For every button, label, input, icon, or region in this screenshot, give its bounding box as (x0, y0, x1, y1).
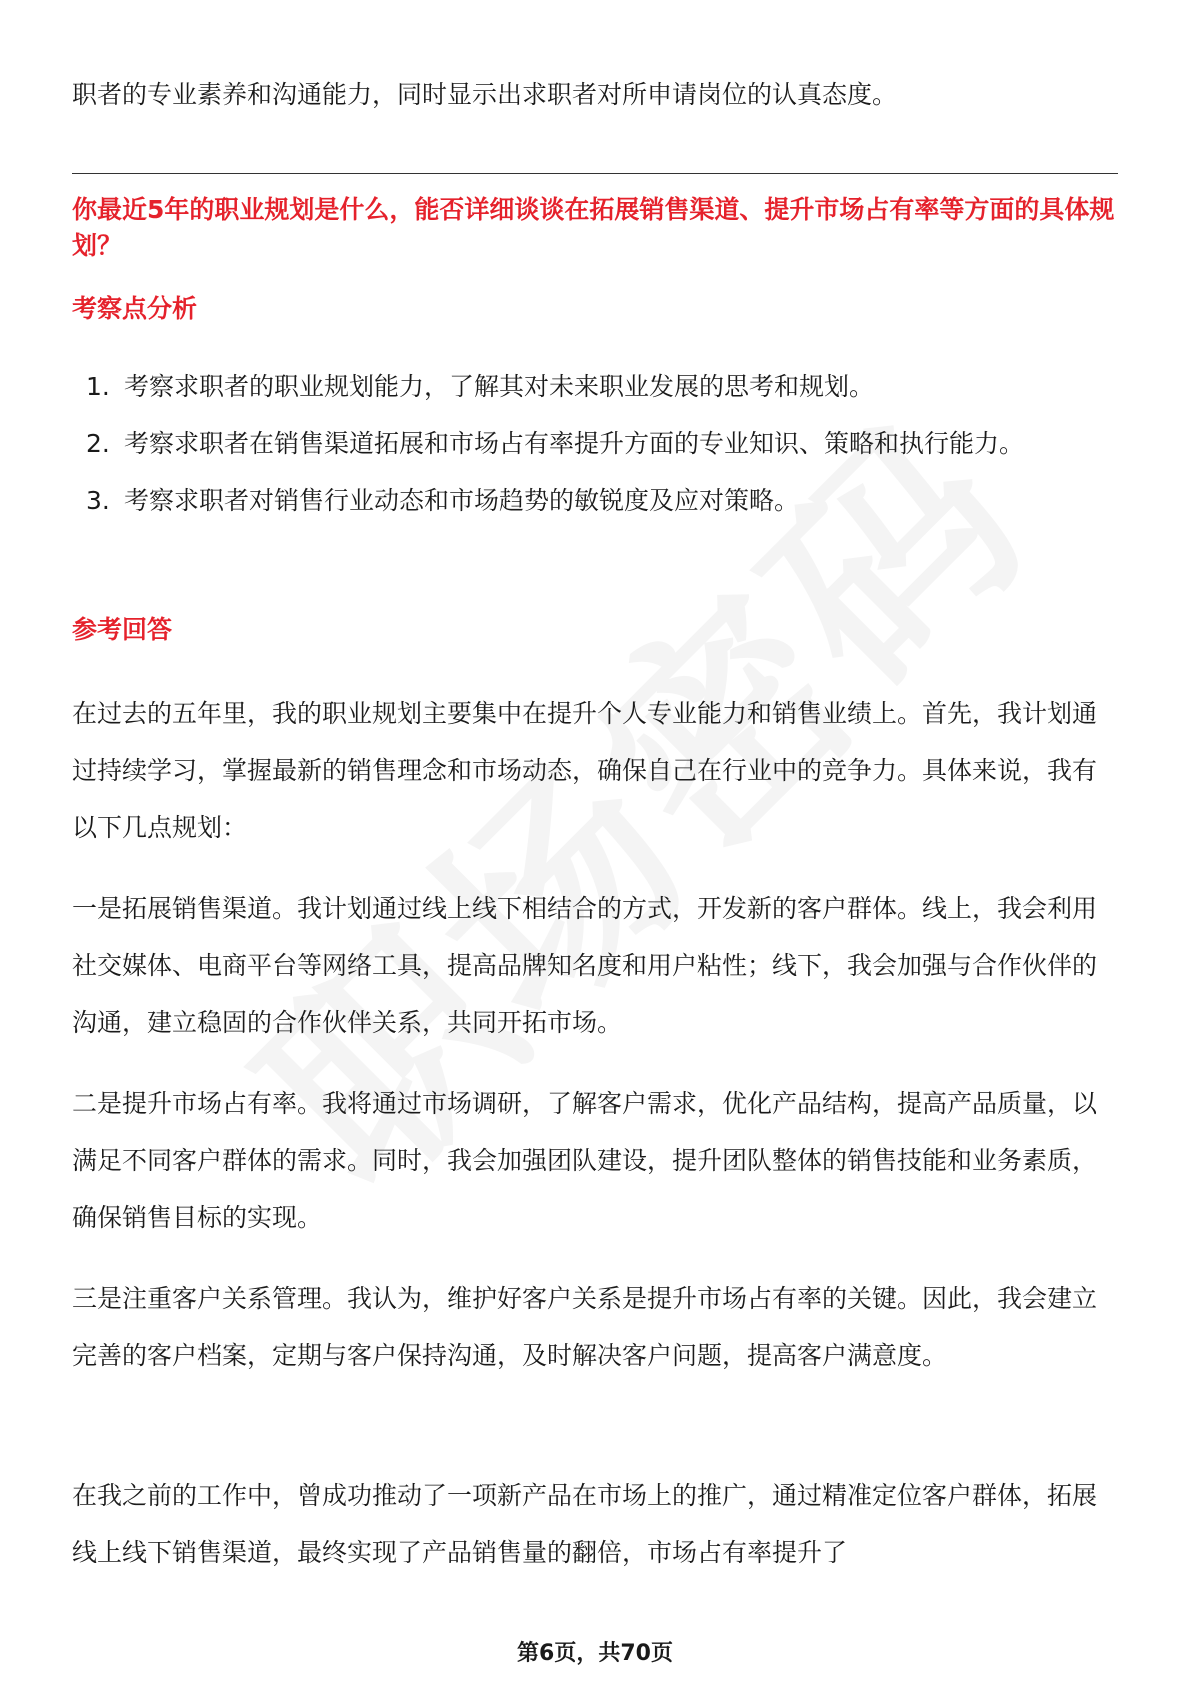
list-text: 考察求职者对销售行业动态和市场趋势的敏锐度及应对策略。 (124, 486, 800, 515)
divider (72, 173, 1118, 174)
list-item (72, 358, 1118, 415)
list-number: 2. (86, 429, 110, 458)
page-footer: 第6页，共70页 (517, 1641, 673, 1666)
list-item (72, 415, 1118, 472)
answer-paragraph: 在过去的五年里，我的职业规划主要集中在提升个人专业能力和销售业绩上。首先，我计划通过持续学习，掌握最新的销售理念和市场动态，确保自己在行业中的竞争力。具体来说，我有以下几点规划： (72, 699, 1098, 842)
answer-paragraph: 三是注重客户关系管理。我认为，维护好客户关系是提升市场占有率的关键。因此，我会建立完善的客户档案，定期与客户保持沟通，及时解决客户问题，提高客户满意度。 (72, 1284, 1098, 1370)
list-text: 考察求职者在销售渠道拓展和市场占有率提升方面的专业知识、策略和执行能力。 (124, 429, 1025, 458)
list-text: 考察求职者的职业规划能力，了解其对未来职业发展的思考和规划。 (124, 372, 875, 401)
answer-paragraph: 二是提升市场占有率。我将通过市场调研，了解客户需求，优化产品结构，提高产品质量，以满足不同客户群体的需求。同时，我会加强团队建设，提升团队整体的销售技能和业务素质，确保销售目标的实现。 (72, 1089, 1098, 1232)
answer-title: 参考回答 (72, 615, 173, 644)
analysis-list (72, 358, 1118, 529)
intro-text: 职者的专业素养和沟通能力，同时显示出求职者对所申请岗位的认真态度。 (72, 80, 898, 109)
question-heading: 你最近5年的职业规划是什么，能否详细谈谈在拓展销售渠道、提升市场占有率等方面的具体规划？ (72, 195, 1115, 260)
list-number: 1. (86, 372, 110, 401)
document-page (72, 0, 1118, 1684)
answer-paragraph: 一是拓展销售渠道。我计划通过线上线下相结合的方式，开发新的客户群体。线上，我会利用社交媒体、电商平台等网络工具，提高品牌知名度和用户粘性；线下，我会加强与合作伙伴的沟通，建立稳固的合作伙伴关系，共同开拓市场。 (72, 894, 1098, 1037)
list-item (72, 472, 1118, 529)
list-number: 3. (86, 486, 110, 515)
answer-paragraph: 在我之前的工作中，曾成功推动了一项新产品在市场上的推广，通过精准定位客户群体，拓展线上线下销售渠道，最终实现了产品销售量的翻倍，市场占有率提升了 (72, 1481, 1098, 1567)
analysis-title: 考察点分析 (72, 294, 198, 323)
